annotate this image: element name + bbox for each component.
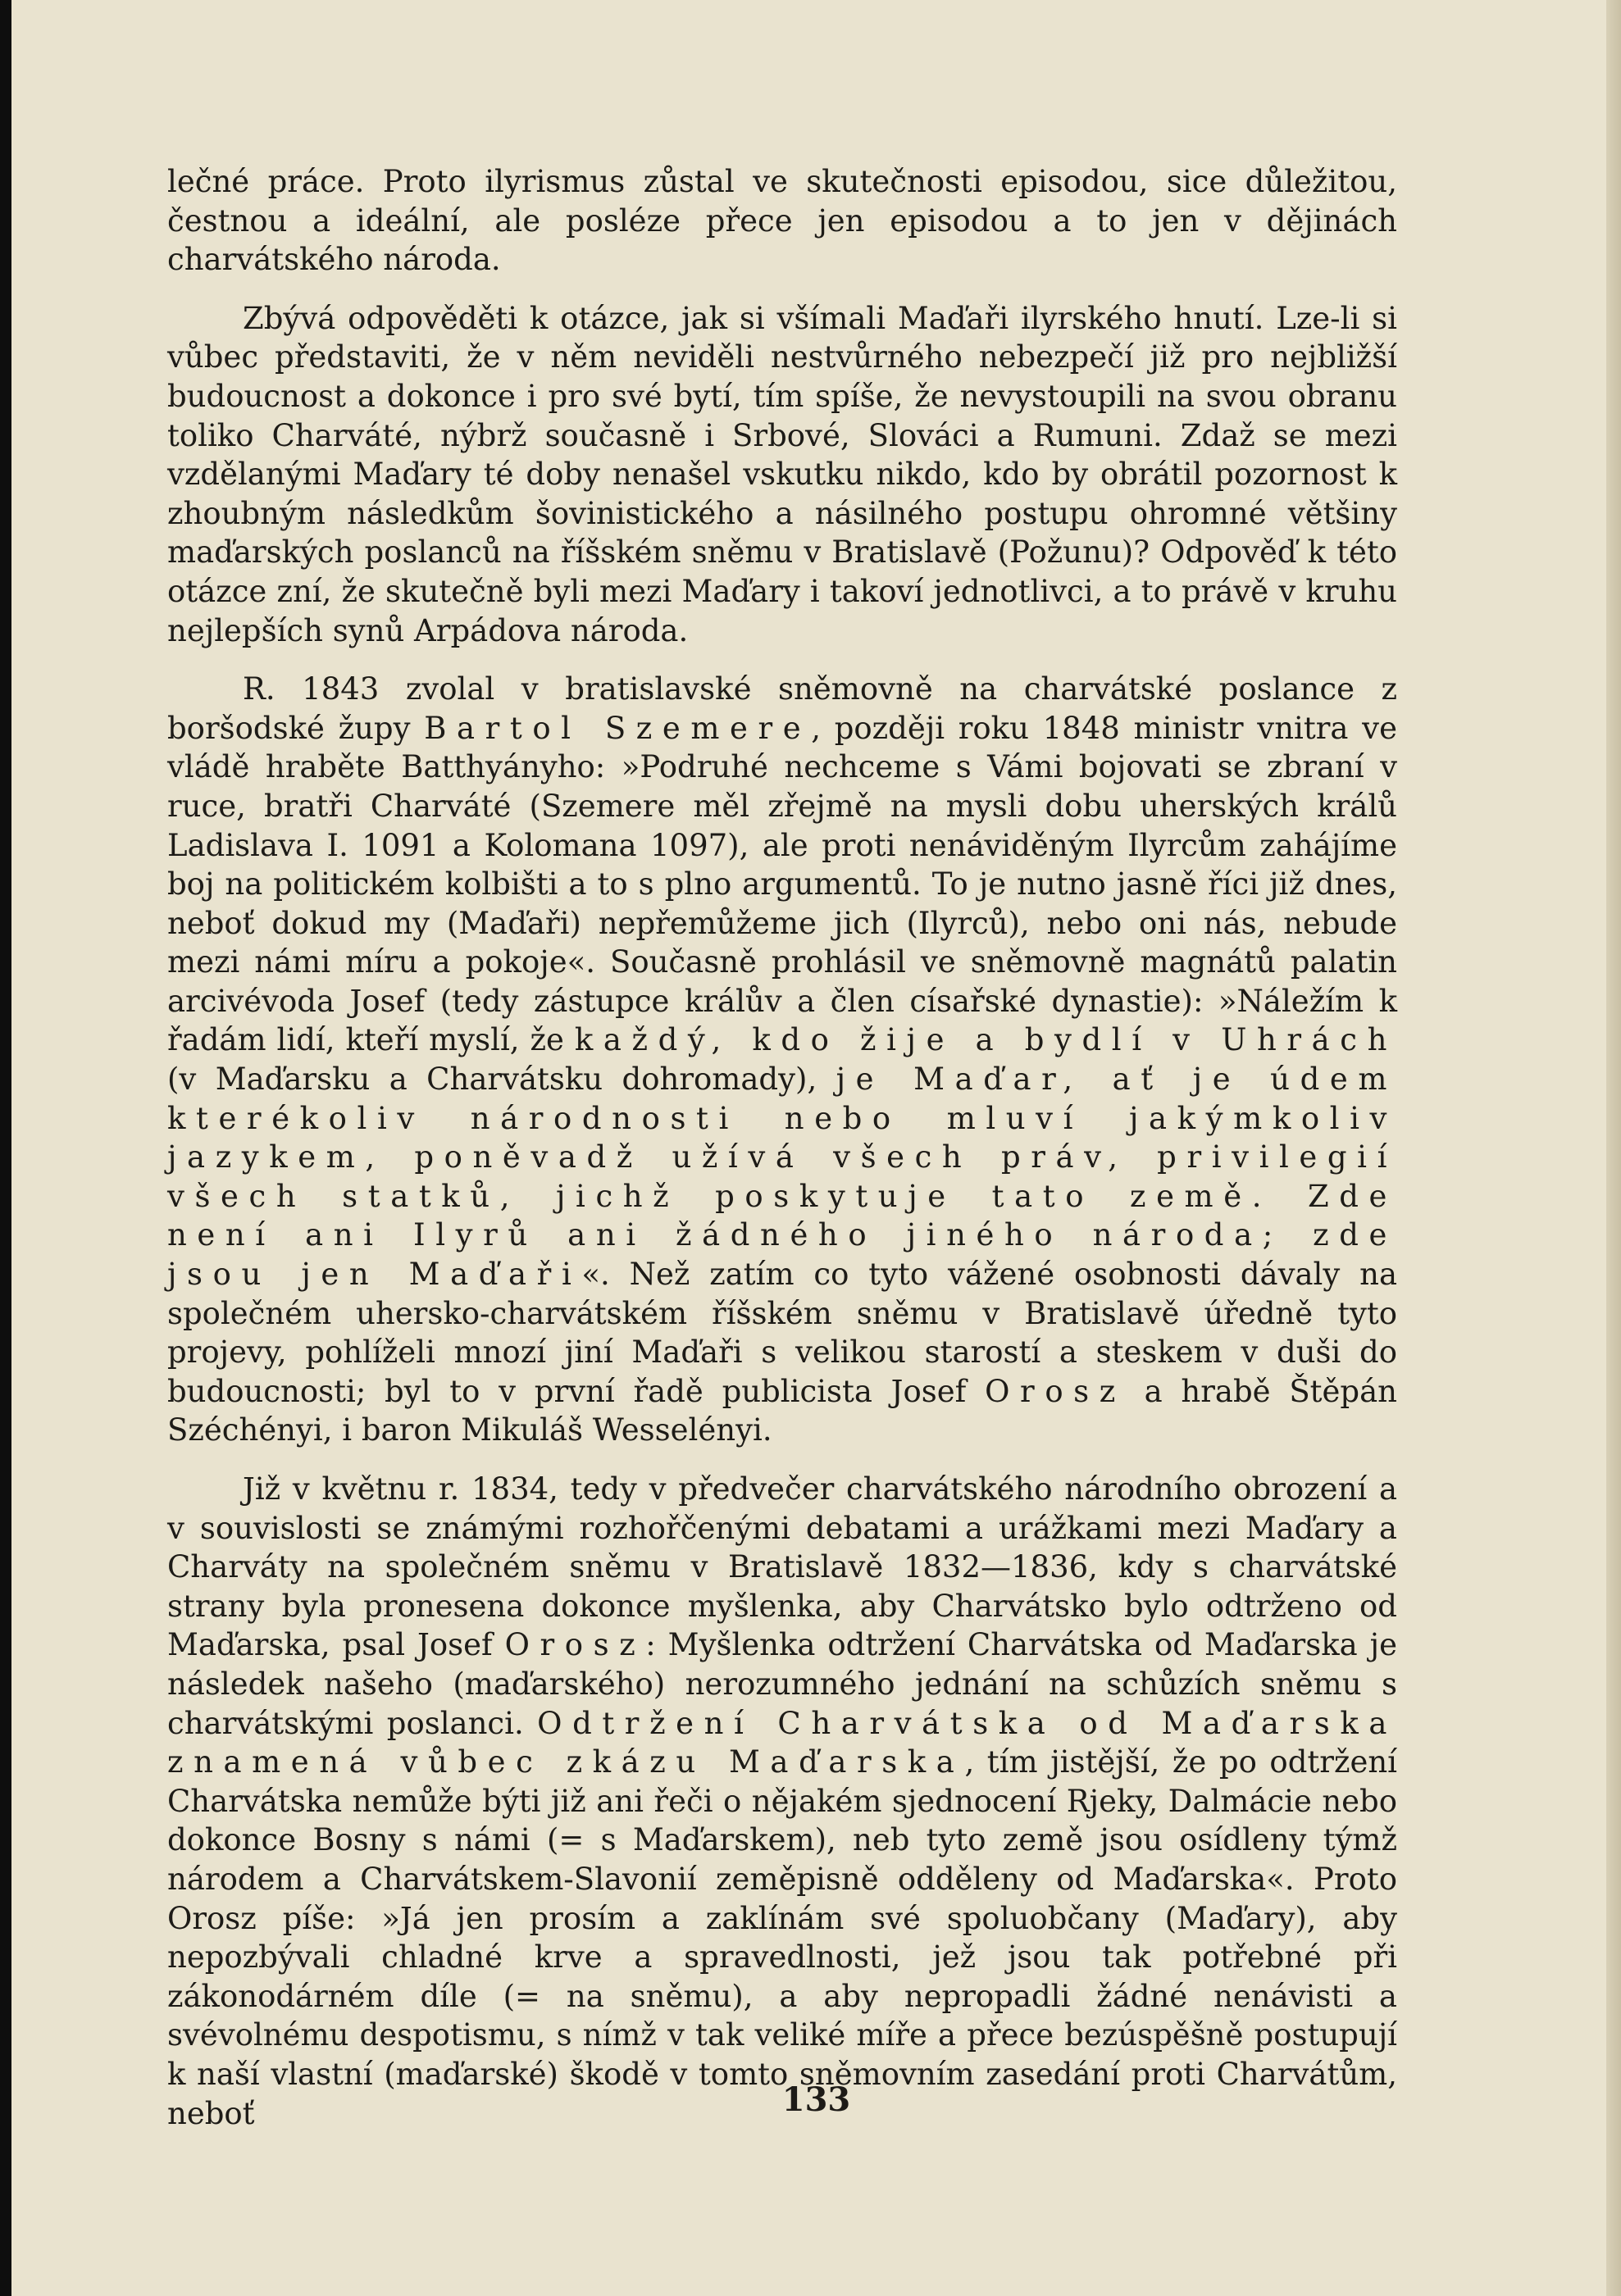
page-edge [1606, 0, 1621, 2296]
emphasized-text: Odtržení Charvátska od Maďarska znamená vůbec zkázu Maďarska [167, 1705, 1397, 1780]
emphasized-text: Bartol Szemere [424, 710, 812, 746]
paragraph [167, 162, 1397, 280]
text-segment: , později roku 1848 ministr vnitra ve vládě hraběte Batthyányho: »Podruhé nechceme s Vámi bojovati se zbraní v ruce, bratři Charváté (Szemere měl zřejmě na mysli dobu uherských králů Ladislava I. 1091 a Kolomana 1097), ale proti nenáviděným Ilyrcům zahájíme boj na politickém kolbišti a to s plno argumentů. To je nutno jasně říci již dnes, neboť dokud my (Maďaři) nepřemůžeme jich (Ilyrců), nebo oni nás, nebude mezi námi míru a pokoje«. Současně prohlásil ve sněmovně magnátů palatin arcivévoda Josef (tedy zástupce králův a člen císařské dynastie): »Náležím k řadám lidí, kteří myslí, že [167, 710, 1397, 1058]
text-segment: , tím jistější, že po odtržení Charvátska nemůže býti již ani řeči o nějakém sjednocení Rjeky, Dalmácie nebo dokonce Bosny s námi (= s Maďarskem), neb tyto země jsou osídleny týmž národem a Charvátskem-Slavonií zeměpisně odděleny od Maďarska«. Proto Orosz píše: »Já jen prosím a zaklínám své spoluobčany (Maďary), aby nepozbývali chladné krve a spravedlnosti, jež jsou tak potřebné při zákonodárném díle (= na sněmu), a aby nepropadli žádné nenávisti a svévolnému despotismu, s nímž v tak veliké míře a přece bezúspěšně postupují k naší vlastní (maďarské) škodě v tomto sněmovním zasedání proti Charvátům, neboť [167, 1744, 1398, 2131]
emphasized-text: je Maďar, ať je údem kterékoliv národnosti nebo mluví jakýmkoliv jazykem, poněvadž užívá všech práv, privilegií všech statků, jichž poskytuje tato země. Zde není ani Ilyrů ani žádného jiného národa; zde jsou jen Maďaři [167, 1062, 1398, 1293]
emphasized-text: Orosz [504, 1627, 646, 1663]
body-text [167, 162, 1397, 2133]
emphasized-text: Orosz [985, 1373, 1126, 1409]
page-number: 133 [781, 2080, 851, 2119]
paragraph [167, 1470, 1397, 2133]
paragraph [167, 670, 1397, 1450]
text-segment: : Myšlenka odtržení Charvátska od Maďarska je následek našeho (maďarského) nerozumného jednání na schůzích sněmu s charvátskými poslanci. [167, 1627, 1397, 1741]
text-segment: lečné práce. Proto ilyrismus zůstal ve skutečnosti episodou, sice důležitou, čestnou a ideální, ale posléze přece jen episodou a to jen v dějinách charvátského národa. [167, 164, 1397, 278]
paragraph [167, 299, 1397, 650]
text-segment: Zbývá odpověděti k otázce, jak si všímali Maďaři ilyrského hnutí. Lze-li si vůbec představiti, že v něm neviděli nestvůrného nebezpečí již pro nejbližší budoucnost a dokonce i pro své bytí, tím spíše, že nevystoupili na svou obranu toliko Charváté, nýbrž současně i Srbové, Slováci a Rumuni. Zdaž se mezi vzdělanými Maďary té doby nenašel vskutku nikdo, kdo by obrátil pozornost k zhoubným následkům šovinistického a násilného postupu ohromné většiny maďarských poslanců na říšském sněmu v Bratislavě (Požunu)? Odpověď k této otázce zní, že skutečně byli mezi Maďary i takoví jednotlivci, a to právě v kruhu nejlepších synů Arpádova národa. [167, 300, 1397, 648]
text-segment: R. 1843 zvolal v bratislavské sněmovně na charvátské poslance z boršodské župy [167, 671, 1397, 746]
text-segment: Již v květnu r. 1834, tedy v předvečer charvátského národního obrození a v souvislosti se známými rozhořčenými debatami a urážkami mezi Maďary a Charváty na společném sněmu v Bratislavě 1832—1836, kdy s charvátské strany byla pronesena dokonce myšlenka, aby Charvátsko bylo odtrženo od Maďarska, psal Josef [167, 1471, 1397, 1663]
text-segment: a hrabě Štěpán Széchényi, i baron Mikuláš Wesselényi. [167, 1373, 1398, 1448]
text-segment: (v Maďarsku a Charvátsku dohromady), [167, 1062, 836, 1098]
emphasized-text: každý, kdo žije a bydlí v Uhrách [574, 1022, 1398, 1058]
book-spine [0, 0, 11, 2296]
book-page [11, 0, 1621, 2296]
text-segment: «. Než zatím co tyto vážené osobnosti dávaly na společném uhersko-charvátském říšském sněmu v Bratislavě úředně tyto projevy, pohlíželi mnozí jiní Maďaři s velikou starostí a steskem v duši do budoucnosti; byl to v první řadě publicista Josef [167, 1257, 1397, 1409]
